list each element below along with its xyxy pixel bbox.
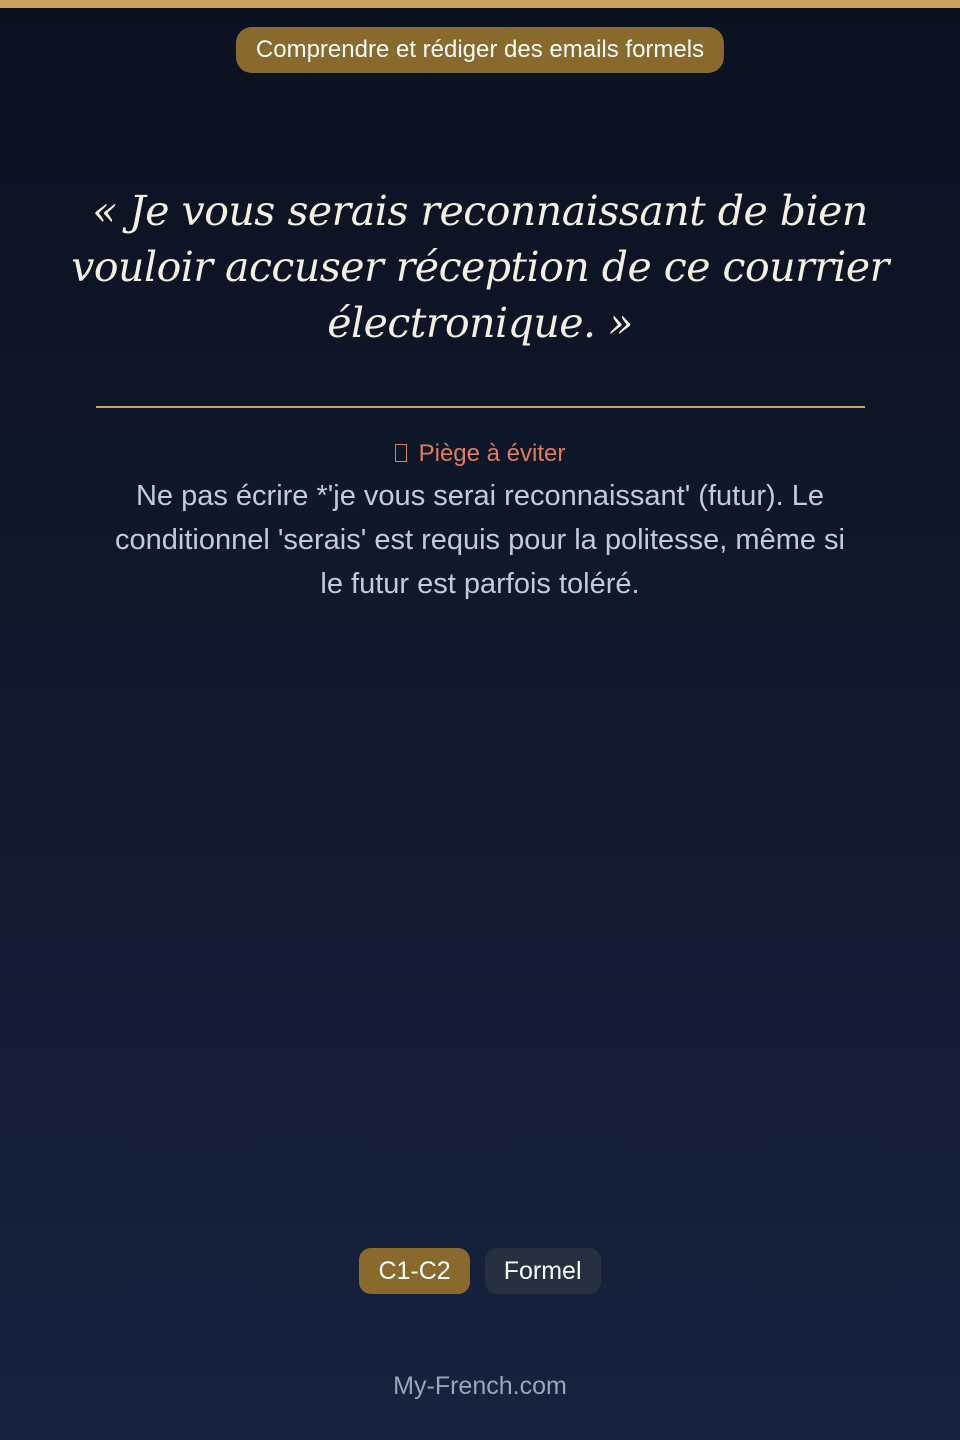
tag-list [0, 1248, 960, 1294]
top-accent-bar [0, 0, 960, 8]
level-tag: C1-C2 [359, 1248, 469, 1294]
divider [96, 406, 865, 408]
pitfall-heading [0, 438, 960, 470]
phrase-quote: « Je vous serais reconnaissant de bien vouloir accuser réception de ce courrier électronique. » [71, 187, 889, 347]
pitfall-label: Piège à éviter [418, 440, 566, 467]
pitfall-explanation: Ne pas écrire *'je vous serai reconnaissant' (futur). Le conditionnel 'serais' est requis pour la politesse, même si le futur est parfois toléré. [115, 480, 845, 600]
topic-badge: Comprendre et rédiger des emails formels [236, 27, 724, 73]
register-tag: Formel [485, 1248, 601, 1294]
box-icon [395, 444, 407, 462]
site-footer: My-French.com [393, 1372, 567, 1400]
